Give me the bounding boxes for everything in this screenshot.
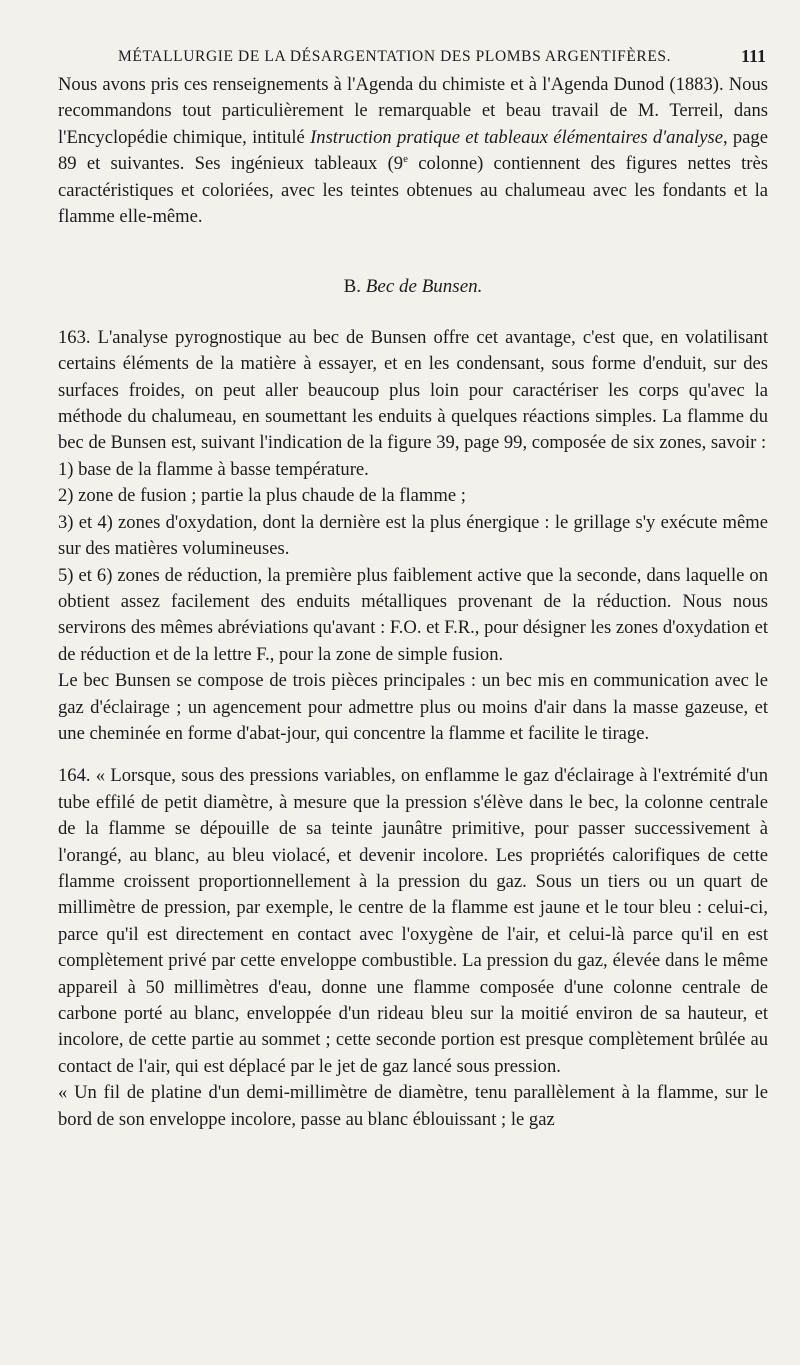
section-heading <box>58 274 768 300</box>
section-letter: B. <box>343 276 366 298</box>
paragraph-163: 163. L'analyse pyrognostique au bec de Bunsen offre cet avantage, c'est que, en volatilisant certains éléments de la matière à essayer, et en les condensant, sous forme d'enduit, sur des surfaces froides, on peut aller beaucoup plus loin pour caractériser les corps qu'avec la méthode du chalumeau, en soumettant les enduits à quelques réactions simples. La flamme du bec de Bunsen est, suivant l'indication de la figure 39, page 99, composée de six zones, savoir : <box>58 326 768 454</box>
zone-item-2: 2) zone de fusion ; partie la plus chaude de la flamme ; <box>58 485 466 507</box>
page-body <box>58 72 768 1133</box>
paragraph-bunsen-parts: Le bec Bunsen se compose de trois pièces principales : un bec mis en communication avec le gaz d'éclairage ; un agencement pour admettre plus ou moins d'air dans la masse gazeuse, et une cheminée en forme d'abat-jour, qui concentre la flamme et facilite le tirage. <box>58 670 768 744</box>
intro-text-2: , page 89 et suivantes. Ses ingénieux tableaux (9 <box>58 126 768 175</box>
intro-italic-title: Instruction pratique et tableaux élémentaires d'analyse <box>310 126 723 148</box>
zone-item-1: 1) base de la flamme à basse température. <box>58 458 369 480</box>
intro-text-3: colonne) contiennent des figures nettes très caractéristiques et coloriées, avec les teintes obtenues au chalumeau avec les fondants et la flamme elle-même. <box>58 153 768 228</box>
intro-superscript: e <box>403 153 408 166</box>
paragraph-164: 164. « Lorsque, sous des pressions variables, on enflamme le gaz d'éclairage à l'extrémité d'un tube effilé de petit diamètre, à mesure que la pression s'élève dans le bec, la colonne centrale de la flamme se dépouille de sa teinte jaunâtre primitive, pour passer successivement à l'orangé, au blanc, au bleu violacé, et devenir incolore. Les propriétés calorifiques de cette flamme croissent proportionnellement à la pression du gaz. Sous un tiers ou un quart de millimètre de pression, par exemple, le centre de la flamme est jaune et le tour bleu : celui-ci, parce qu'il est directement en contact avec l'oxygène de l'air, et celui-là parce qu'il en est complètement privé par cette enveloppe combustible. La pression du gaz, élevée dans le même appareil à 50 millimètres d'eau, donne une flamme composée d'une colonne centrale de carbone porté au blanc, enveloppée d'un rideau bleu sur la moitié environ de sa hauteur, et incolore, de cette partie au sommet ; cette seconde portion est presque complètement brûlée au contact de l'air, qui est déplacé par le jet de gaz lancé sous pression. <box>58 765 768 1077</box>
section-title: Bec de Bunsen. <box>365 276 483 298</box>
zone-item-3-4: 3) et 4) zones d'oxydation, dont la dernière est la plus énergique : le grillage s'y exécute même sur des matières volumineuses. <box>58 511 768 560</box>
intro-paragraph <box>58 72 768 230</box>
zone-item-5-6: 5) et 6) zones de réduction, la première plus faiblement active que la seconde, dans laquelle on obtient assez facilement des enduits métalliques provenant de la réduction. Nous nous servirons des mêmes abréviations qu'avant : F.O. et F.R., pour désigner les zones d'oxydation et de réduction et de la lettre F., pour la zone de simple fusion. <box>58 564 768 665</box>
intro-text-1: Nous avons pris ces renseignements à l'Agenda du chimiste et à l'Agenda Dunod (1883). Nous recommandons tout particulièrement le remarquable et beau travail de M. Terreil, dans l'Encyclopédie chimique, intitulé <box>58 74 768 148</box>
page-number: 111 <box>740 46 766 66</box>
page-header <box>0 40 800 72</box>
paragraph-164-continuation: « Un fil de platine d'un demi-millimètre de diamètre, tenu parallèlement à la flamme, sur le bord de son enveloppe incolore, passe au blanc éblouissant ; le gaz <box>58 1082 768 1130</box>
running-title: MÉTALLURGIE DE LA DÉSARGENTATION DES PLOMBS ARGENTIFÈRES. <box>118 48 672 65</box>
